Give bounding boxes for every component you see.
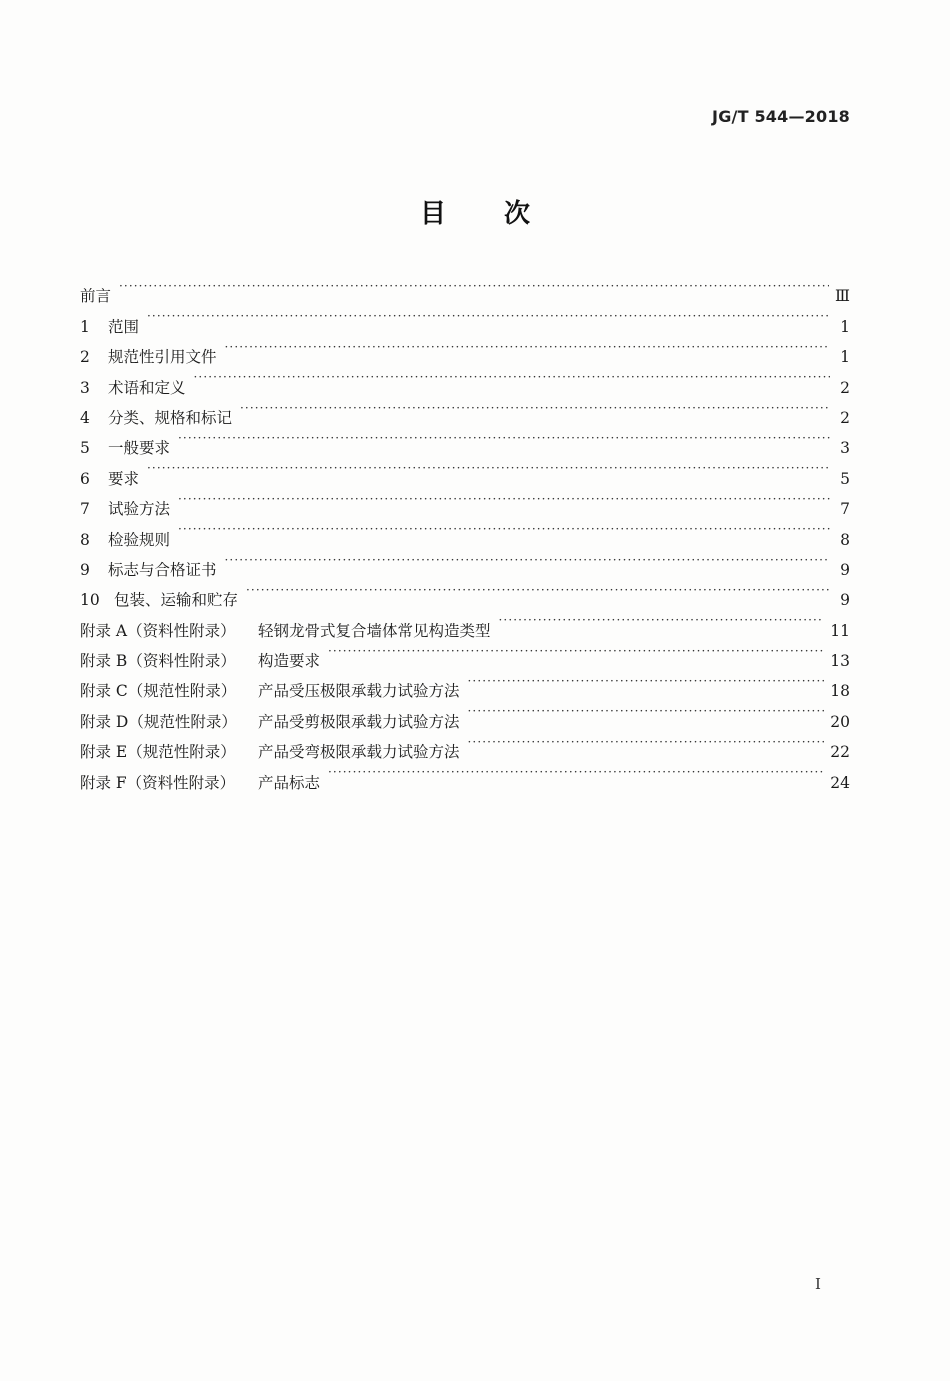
toc-list bbox=[80, 271, 850, 792]
toc-entry-page: 1 bbox=[840, 348, 850, 367]
appendix-id: 附录 F（资料性附录） bbox=[80, 773, 236, 792]
toc-entry-label: 前言 bbox=[80, 287, 112, 306]
toc-entry-number: 4 bbox=[80, 408, 90, 427]
toc-entry-label: 规范性引用文件 bbox=[108, 348, 217, 367]
toc-title bbox=[0, 193, 950, 230]
appendix-id: 附录 B（资料性附录） bbox=[80, 652, 236, 671]
toc-title-char-2: 次 bbox=[504, 199, 531, 229]
appendix-page: 18 bbox=[830, 682, 850, 701]
toc-entry-number: 1 bbox=[80, 317, 90, 336]
appendix-id: 附录 C（规范性附录） bbox=[80, 682, 237, 701]
dot-leader bbox=[178, 423, 830, 453]
toc-entry-page: 9 bbox=[840, 591, 850, 610]
toc-entry-number: 2 bbox=[80, 348, 90, 367]
dot-leader bbox=[468, 666, 825, 696]
appendix-id: 附录 E（规范性附录） bbox=[80, 743, 236, 762]
appendix-label: 产品受弯极限承载力试验方法 bbox=[258, 743, 460, 762]
toc-entry-label: 一般要求 bbox=[108, 439, 171, 458]
toc-entry-8[interactable] bbox=[80, 514, 850, 549]
dot-leader bbox=[240, 393, 830, 423]
dot-leader bbox=[328, 636, 824, 666]
dot-leader bbox=[178, 514, 830, 544]
toc-entry-3[interactable] bbox=[80, 362, 850, 397]
toc-entry-5[interactable] bbox=[80, 423, 850, 458]
toc-title-char-1: 目 bbox=[419, 199, 446, 229]
toc-entry-label: 范围 bbox=[108, 317, 140, 336]
appendix-page: 20 bbox=[830, 712, 850, 731]
toc-entry-number: 8 bbox=[80, 530, 90, 549]
toc-entry-label: 标志与合格证书 bbox=[108, 560, 217, 579]
dot-leader bbox=[119, 271, 829, 301]
dot-leader bbox=[468, 727, 825, 757]
toc-entry-6[interactable] bbox=[80, 453, 850, 488]
toc-entry-4[interactable] bbox=[80, 393, 850, 427]
appendix-id: 附录 D（规范性附录） bbox=[80, 712, 237, 731]
toc-entry-page: 2 bbox=[840, 378, 850, 397]
toc-entry-page: 5 bbox=[840, 469, 850, 488]
page-number: I bbox=[815, 1275, 821, 1293]
appendix-label: 产品标志 bbox=[258, 773, 321, 792]
toc-entry-2[interactable] bbox=[80, 332, 850, 367]
dot-leader bbox=[225, 332, 830, 362]
toc-entry-label: 分类、规格和标记 bbox=[108, 408, 233, 427]
toc-entry-label: 检验规则 bbox=[108, 530, 171, 549]
toc-entry-page: 9 bbox=[840, 560, 850, 579]
dot-leader bbox=[147, 301, 830, 331]
toc-entry-page: 7 bbox=[840, 500, 850, 519]
appendix-page: 22 bbox=[830, 743, 850, 762]
toc-entry-number: 9 bbox=[80, 560, 90, 579]
toc-entry-number: 5 bbox=[80, 439, 90, 458]
dot-leader bbox=[468, 696, 825, 726]
appendix-label: 产品受剪极限承载力试验方法 bbox=[258, 712, 460, 731]
dot-leader bbox=[147, 453, 830, 483]
toc-entry-number: 10 bbox=[80, 591, 100, 610]
appendix-label: 轻钢龙骨式复合墙体常见构造类型 bbox=[258, 621, 491, 640]
toc-entry-number: 6 bbox=[80, 469, 90, 488]
toc-entry-1[interactable] bbox=[80, 301, 850, 336]
toc-entry-label: 术语和定义 bbox=[108, 378, 186, 397]
toc-entry-label: 试验方法 bbox=[108, 500, 171, 519]
dot-leader bbox=[225, 545, 830, 575]
toc-entry-page: Ⅲ bbox=[835, 287, 850, 306]
toc-entry-label: 要求 bbox=[108, 469, 140, 488]
dot-leader bbox=[499, 605, 825, 635]
dot-leader bbox=[178, 484, 830, 514]
toc-entry-label: 包装、运输和贮存 bbox=[114, 591, 239, 610]
appendix-label: 产品受压极限承载力试验方法 bbox=[258, 682, 460, 701]
toc-entry-9[interactable] bbox=[80, 545, 850, 579]
toc-entry-page: 2 bbox=[840, 408, 850, 427]
appendix-label: 构造要求 bbox=[258, 652, 321, 671]
dot-leader bbox=[246, 575, 830, 605]
dot-leader bbox=[328, 757, 824, 787]
toc-entry-page: 3 bbox=[840, 439, 850, 458]
dot-leader bbox=[194, 362, 830, 392]
appendix-page: 11 bbox=[830, 621, 850, 640]
toc-entry-foreword[interactable] bbox=[80, 271, 850, 306]
toc-entry-page: 1 bbox=[840, 317, 850, 336]
standard-number: JG/T 544—2018 bbox=[712, 107, 850, 126]
appendix-id: 附录 A（资料性附录） bbox=[80, 621, 236, 640]
appendix-page: 13 bbox=[830, 652, 850, 671]
toc-entry-number: 3 bbox=[80, 378, 90, 397]
toc-entry-7[interactable] bbox=[80, 484, 850, 519]
appendix-page: 24 bbox=[830, 773, 850, 792]
toc-entry-number: 7 bbox=[80, 500, 90, 519]
toc-entry-page: 8 bbox=[840, 530, 850, 549]
